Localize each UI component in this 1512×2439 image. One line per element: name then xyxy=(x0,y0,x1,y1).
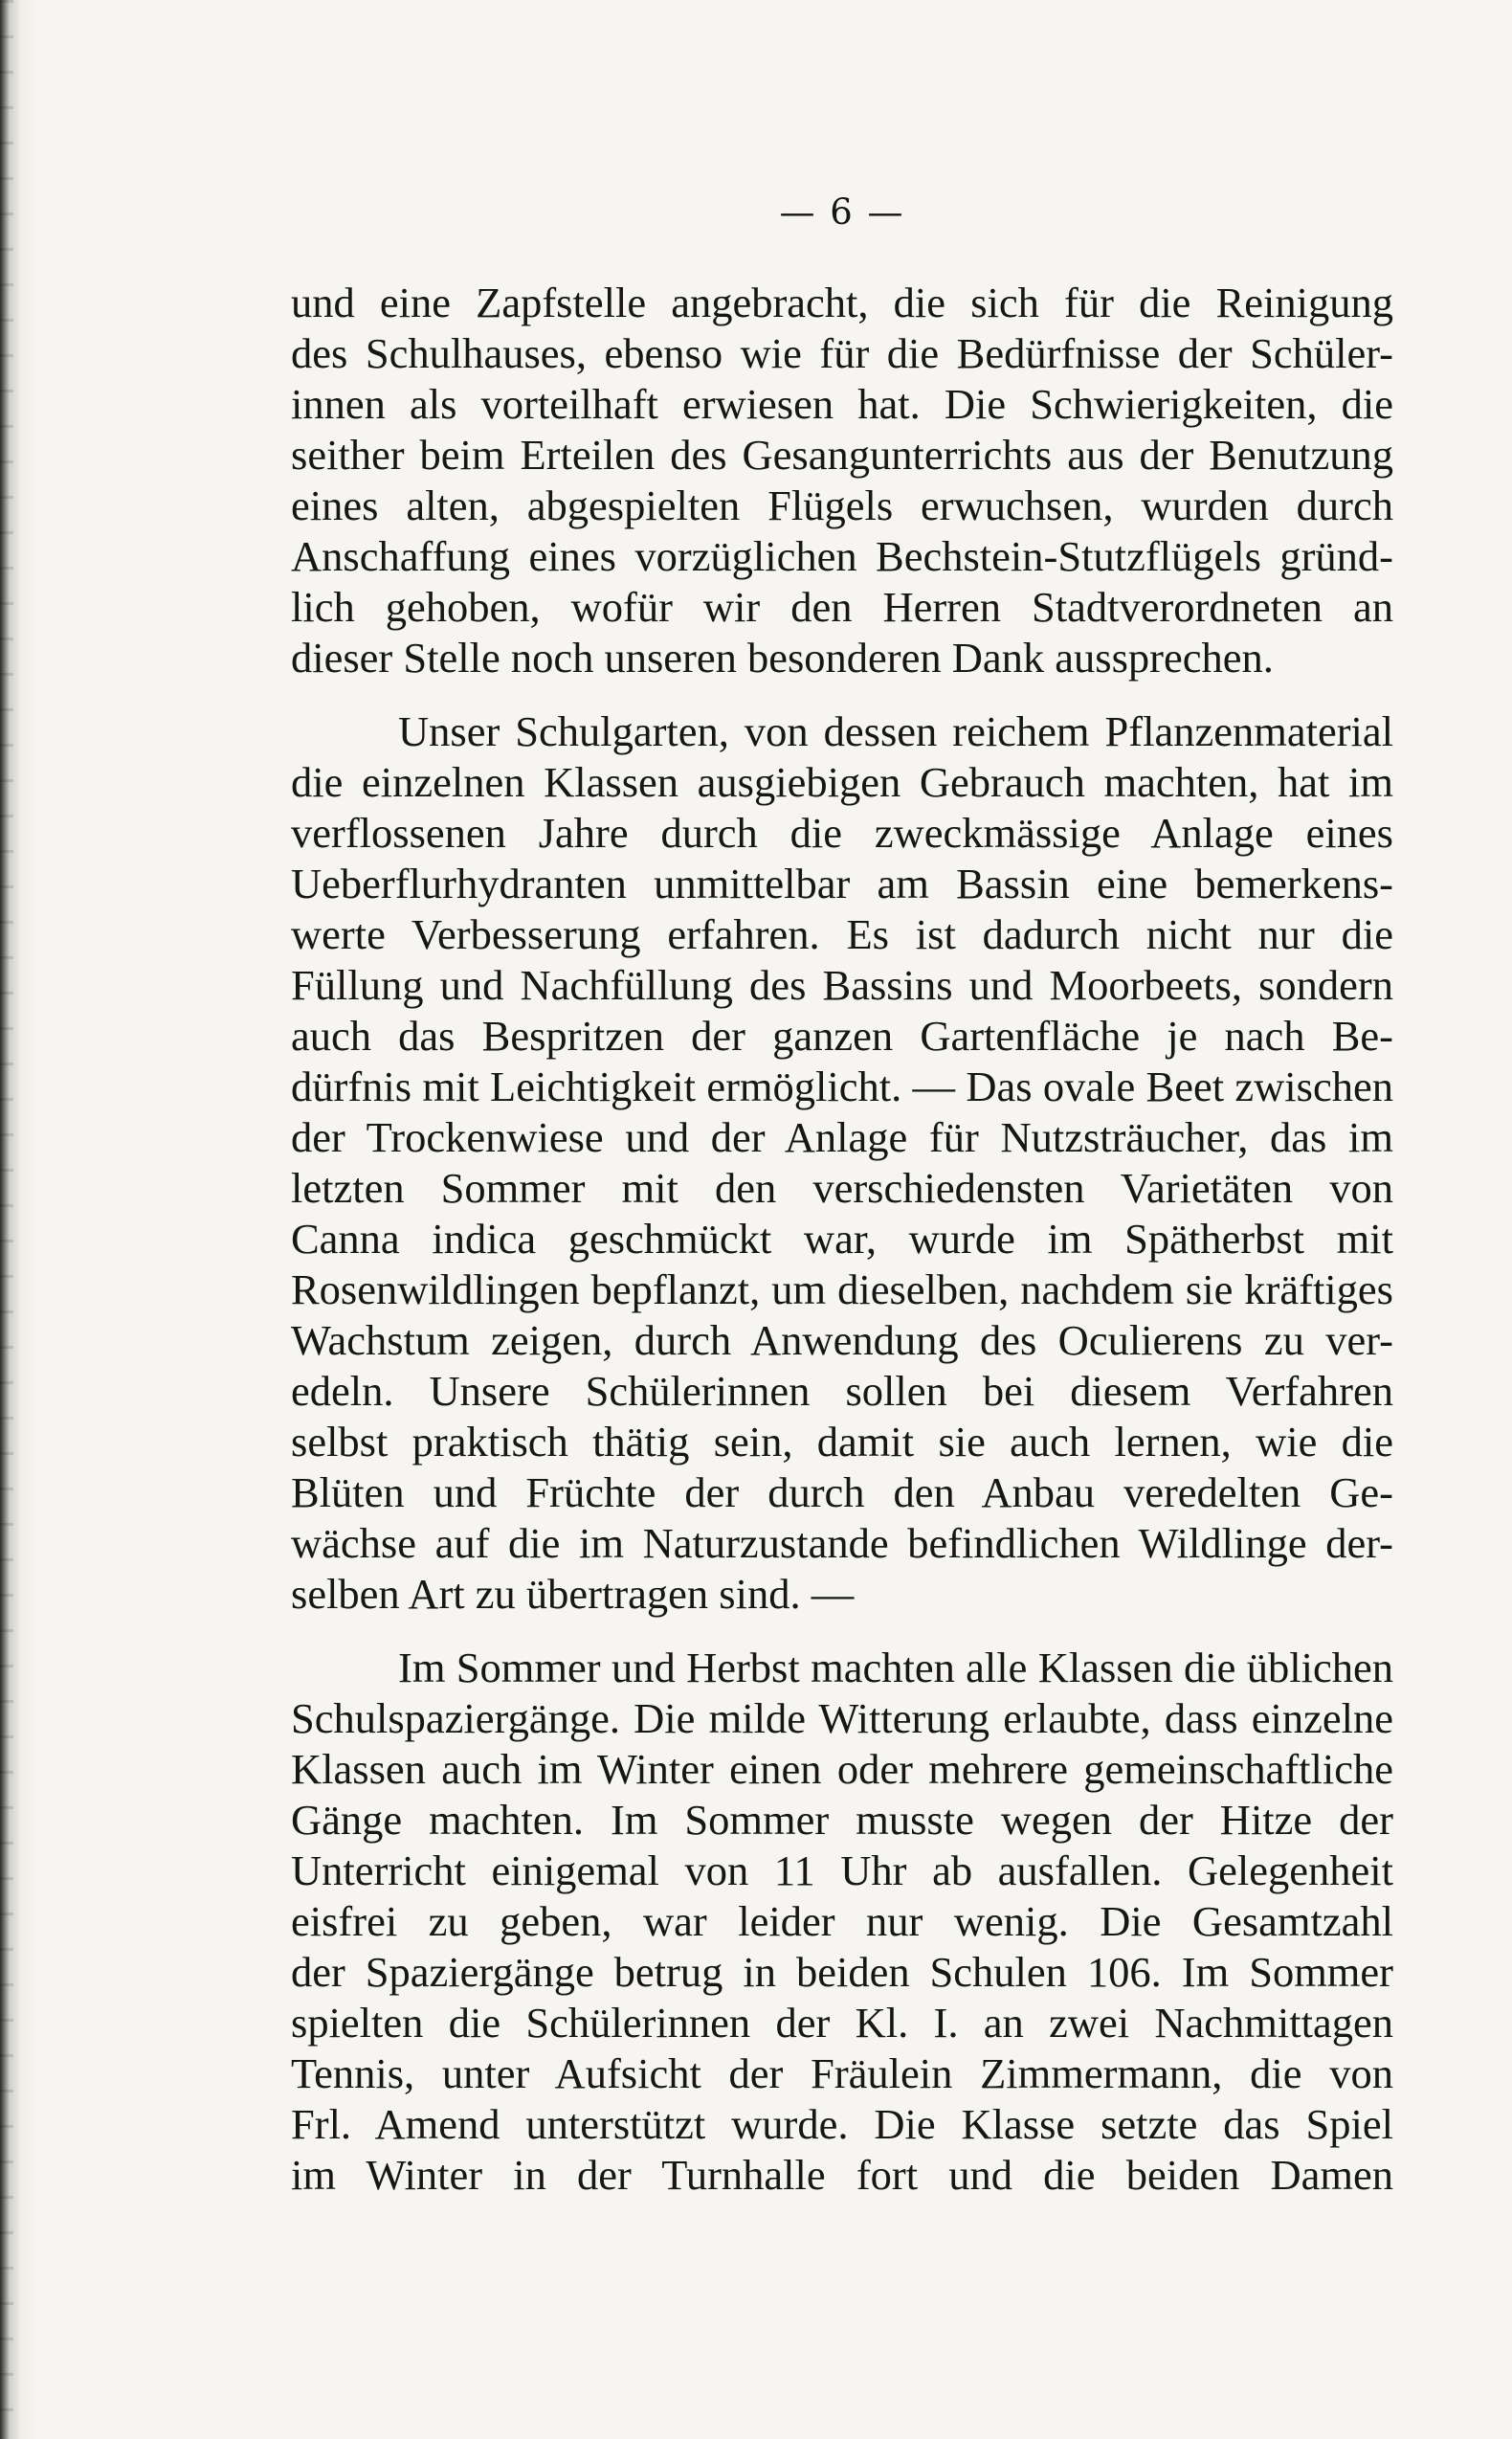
text-line: verflossenen Jahre durch die zweckmässige Anlage eines xyxy=(291,809,1393,857)
text-line: Blüten und Früchte der durch den Anbau veredelten Ge- xyxy=(291,1468,1393,1516)
text-line: Unser Schulgarten, von dessen reichem Pflanzenmaterial xyxy=(398,707,1393,755)
text-line: Unterricht einigemal von 11 Uhr ab ausfallen. Gelegenheit xyxy=(291,1846,1393,1894)
text-line: Schulspaziergänge. Die milde Witterung erlaubte, dass einzelne xyxy=(291,1694,1393,1742)
text-line: die einzelnen Klassen ausgiebigen Gebrauch machten, hat im xyxy=(291,758,1393,806)
text-line: lich gehoben, wofür wir den Herren Stadtverordneten an xyxy=(291,583,1393,631)
body-text xyxy=(291,278,1393,2201)
paragraph-1 xyxy=(291,278,1393,683)
paragraph-gap xyxy=(291,1620,1393,1643)
text-line: dürfnis mit Leichtigkeit ermöglicht. — Das ovale Beet zwischen xyxy=(291,1063,1393,1110)
text-line: Klassen auch im Winter einen oder mehrere gemeinschaftliche xyxy=(291,1745,1393,1793)
paragraph-3 xyxy=(291,1643,1393,2201)
text-line: Anschaffung eines vorzüglichen Bechstein-Stutzflügels gründ- xyxy=(291,532,1393,580)
text-line: werte Verbesserung erfahren. Es ist dadurch nicht nur die xyxy=(291,910,1393,958)
text-line: spielten die Schülerinnen der Kl. I. an zwei Nachmittagen xyxy=(291,1999,1393,2047)
text-line: Im Sommer und Herbst machten alle Klassen die üblichen xyxy=(398,1644,1393,1691)
text-line: auch das Bespritzen der ganzen Gartenfläche je nach Be- xyxy=(291,1012,1393,1060)
text-line: Gänge machten. Im Sommer musste wegen der Hitze der xyxy=(291,1796,1393,1844)
text-line: Wachstum zeigen, durch Anwendung des Oculierens zu ver- xyxy=(291,1316,1393,1364)
text-line: Frl. Amend unterstützt wurde. Die Klasse setzte das Spiel xyxy=(291,2100,1393,2148)
text-line: im Winter in der Turnhalle fort und die beiden Damen xyxy=(291,2151,1393,2199)
text-line: wächse auf die im Naturzustande befindlichen Wildlinge der- xyxy=(291,1519,1393,1567)
text-line: der Spaziergänge betrug in beiden Schulen 106. Im Sommer xyxy=(291,1948,1393,1996)
paragraph-gap xyxy=(291,683,1393,706)
text-line: Füllung und Nachfüllung des Bassins und Moorbeets, sondern xyxy=(291,961,1393,1009)
text-line: Tennis, unter Aufsicht der Fräulein Zimmermann, die von xyxy=(291,2049,1393,2097)
text-line: Canna indica geschmückt war, wurde im Spätherbst mit xyxy=(291,1215,1393,1263)
text-line: Ueberflurhydranten unmittelbar am Bassin eine bemerkens- xyxy=(291,860,1393,907)
paragraph-2 xyxy=(291,706,1393,1620)
text-line: des Schulhauses, ebenso wie für die Bedürfnisse der Schüler- xyxy=(291,329,1393,377)
text-line: eines alten, abgespielten Flügels erwuchsen, wurden durch xyxy=(291,481,1393,529)
text-line: selbst praktisch thätig sein, damit sie auch lernen, wie die xyxy=(291,1418,1393,1466)
text-line: selben Art zu übertragen sind. — xyxy=(291,1570,855,1618)
text-line: seither beim Erteilen des Gesangunterrichts aus der Benutzung xyxy=(291,431,1393,479)
page-edge-shadow xyxy=(0,0,13,2439)
text-line: der Trockenwiese und der Anlage für Nutzsträucher, das im xyxy=(291,1113,1393,1161)
text-line: edeln. Unsere Schülerinnen sollen bei diesem Verfahren xyxy=(291,1367,1393,1415)
text-line: Rosenwildlingen bepflanzt, um dieselben, nachdem sie kräftiges xyxy=(291,1265,1393,1313)
text-line: dieser Stelle noch unseren besonderen Dank aussprechen. xyxy=(291,634,1274,682)
text-line: letzten Sommer mit den verschiedensten Varietäten von xyxy=(291,1164,1393,1212)
page-number: — 6 — xyxy=(779,191,905,233)
text-line: eisfrei zu geben, war leider nur wenig. Die Gesamtzahl xyxy=(291,1897,1393,1945)
text-line: und eine Zapfstelle angebracht, die sich für die Reinigung xyxy=(291,279,1393,326)
text-line: innen als vorteilhaft erwiesen hat. Die Schwierigkeiten, die xyxy=(291,380,1393,428)
